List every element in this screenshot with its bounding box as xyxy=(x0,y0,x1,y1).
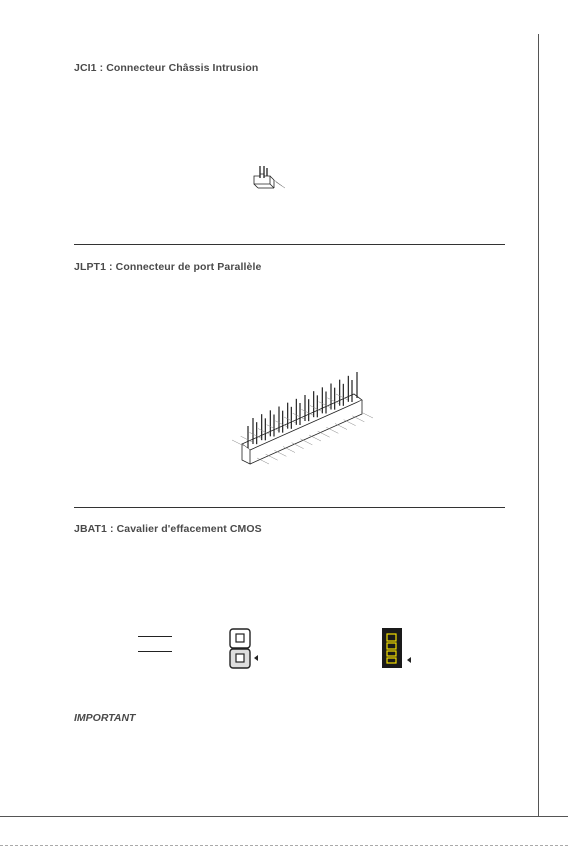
pin-leader-line xyxy=(361,412,373,418)
pin1-marker-icon xyxy=(407,657,411,663)
pin1-marker-icon xyxy=(254,655,258,661)
pin-leader-line xyxy=(274,450,286,456)
section-title-jbat1: JBAT1 : Cavalier d'effacement CMOS xyxy=(74,523,262,535)
section-divider xyxy=(74,244,505,245)
pin-leader-line xyxy=(257,458,269,464)
jumper-clear-data-icon xyxy=(382,628,418,670)
pin-leader-line xyxy=(267,425,279,431)
pin-leader-line xyxy=(258,429,270,435)
section-title-jlpt1: JLPT1 : Connecteur de port Parallèle xyxy=(74,261,262,273)
section-divider xyxy=(74,507,505,508)
pin-leader-line xyxy=(249,432,261,438)
page-frame-bottom xyxy=(0,816,568,817)
jumper-keep-data-icon xyxy=(229,628,265,670)
pin-leader-line xyxy=(283,447,295,453)
pin-leader-line xyxy=(232,440,244,446)
page-frame-right xyxy=(538,34,539,816)
important-label: IMPORTANT xyxy=(74,712,136,724)
page-cut-line xyxy=(0,845,568,846)
pin-leader-line xyxy=(318,431,330,437)
pin-leader-line xyxy=(241,436,253,442)
pin-leader-line xyxy=(335,424,347,430)
pin-leader-line xyxy=(292,443,304,449)
pin-header-2pin-icon xyxy=(248,162,288,194)
pin-header-26pin-icon xyxy=(222,372,382,472)
section-title-jci1: JCI1 : Connecteur Châssis Intrusion xyxy=(74,62,259,74)
pin-leader-line xyxy=(309,435,321,441)
legend-line xyxy=(138,636,172,637)
pin-leader-line xyxy=(275,421,287,427)
pin-leader-line xyxy=(284,417,296,423)
pin-leader-line xyxy=(300,439,312,445)
pin-leader-line xyxy=(352,416,364,422)
pin-leader-line xyxy=(344,420,356,426)
pin-leader-line xyxy=(266,454,278,460)
legend-line xyxy=(138,651,172,652)
pin-leader-line xyxy=(326,427,338,433)
